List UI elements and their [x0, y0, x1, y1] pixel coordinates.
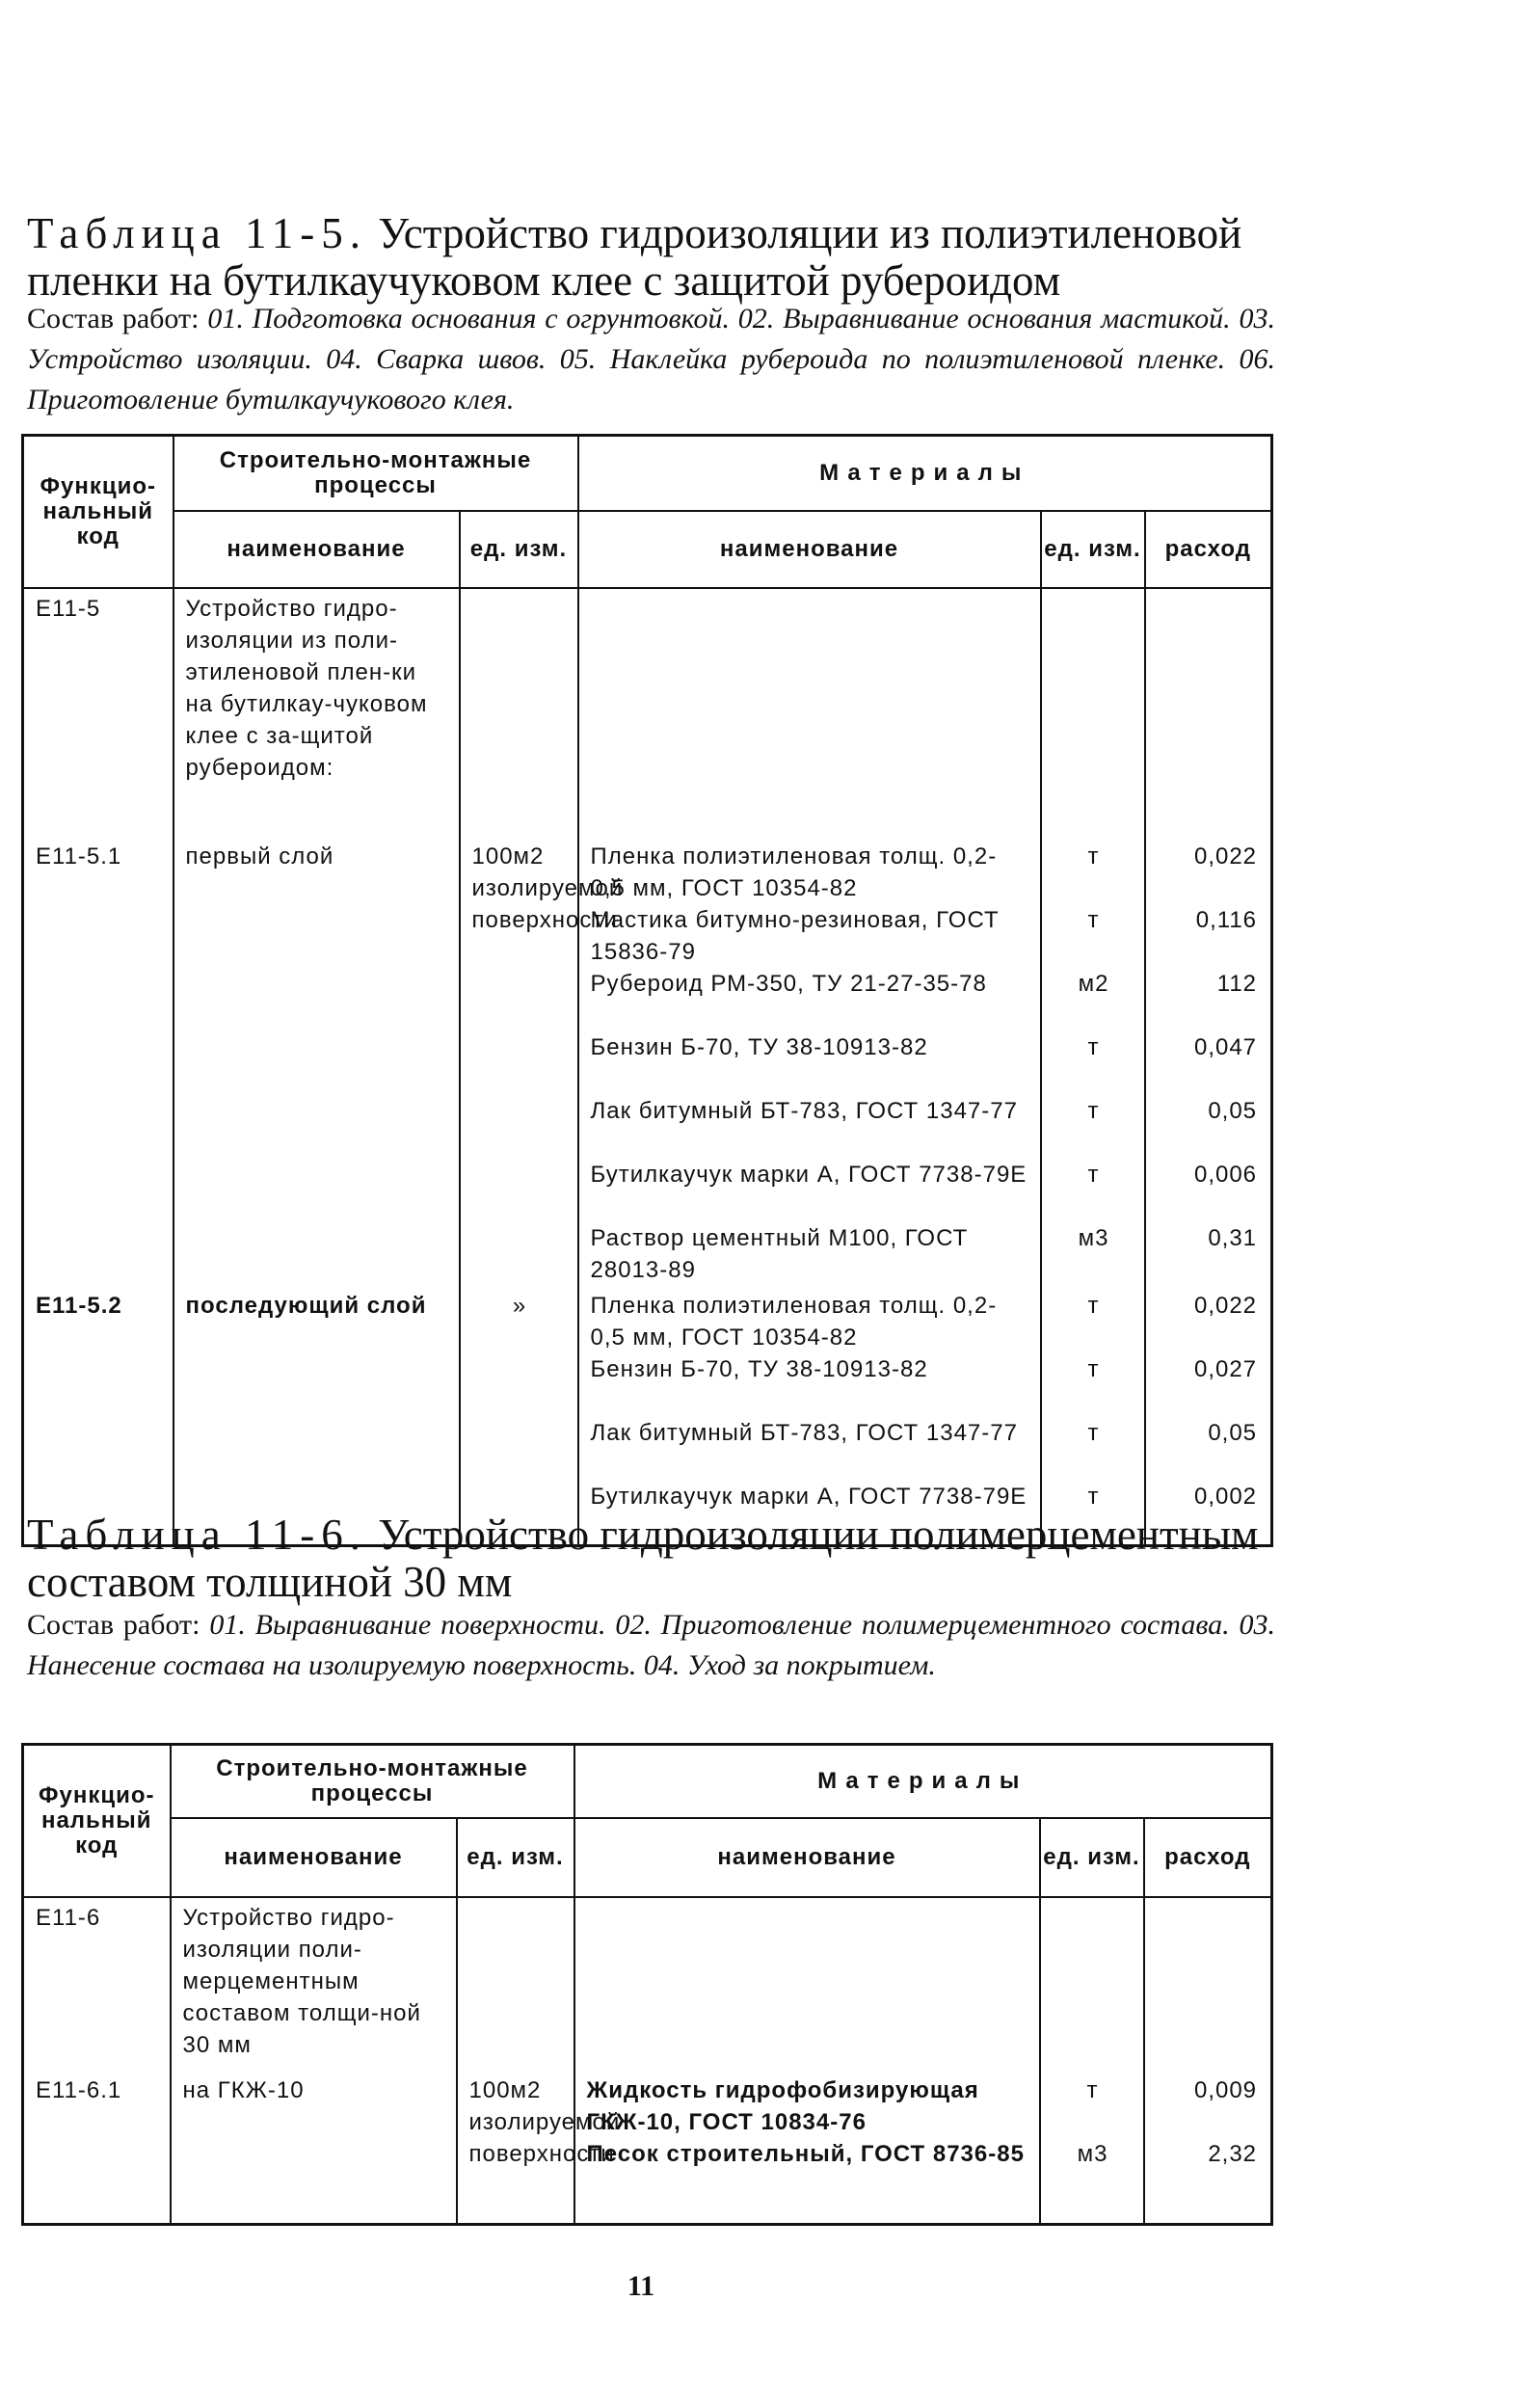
material-unit: т	[1087, 906, 1100, 933]
material-name: Рубероид РМ-350, ТУ 21-27-35-78	[590, 970, 987, 997]
table-row	[23, 1286, 1272, 1546]
table-11-6	[21, 1743, 1273, 2226]
material-name: Бутилкаучук марки А, ГОСТ 7738-79Е	[590, 1483, 1027, 1510]
material-unit: т	[1087, 1097, 1100, 1124]
row-unit: »	[512, 1292, 527, 1319]
table-row	[23, 1897, 1272, 2071]
material-value: 0,05	[1208, 1097, 1258, 1124]
material-unit: т	[1087, 1292, 1100, 1319]
row-name: первый слой	[185, 843, 334, 870]
header-process: Строительно-монтажные процессы	[171, 1745, 574, 1818]
header-unit: ед. изм.	[457, 1818, 574, 1897]
table-11-6-work-composition	[27, 1605, 1275, 1686]
header-name: наименование	[171, 1818, 457, 1897]
row-code: Е11-5.1	[36, 843, 122, 870]
material-names	[575, 2071, 1039, 2202]
row-code: Е11-5	[36, 595, 101, 622]
material-names	[579, 1286, 1040, 1544]
row-name: Устройство гидро-изоляции из поли-этиленовой плен-ки на бутилкау-чуковом клее с за-щитой рубероидом:	[185, 595, 428, 781]
table-11-5-title	[27, 210, 1280, 305]
material-unit: т	[1087, 1161, 1100, 1188]
material-value: 0,116	[1195, 906, 1258, 933]
page-number: 11	[627, 2270, 655, 2302]
material-name: Лак битумный БТ-783, ГОСТ 1347-77	[590, 1419, 1018, 1446]
row-name: на ГКЖ-10	[182, 2076, 305, 2103]
header-process: Строительно-монтажные процессы	[173, 436, 578, 511]
row-code: Е11-5.2	[36, 1292, 122, 1319]
material-value: 0,027	[1193, 1355, 1258, 1382]
material-value: 0,022	[1193, 1292, 1258, 1319]
material-values	[1146, 837, 1271, 1286]
material-name: Раствор цементный М100, ГОСТ 28013-89	[590, 1224, 969, 1283]
material-unit: т	[1087, 1355, 1100, 1382]
header-name: наименование	[173, 511, 460, 588]
material-name: Бензин Б-70, ТУ 38-10913-82	[590, 1033, 928, 1060]
header-material-name: наименование	[578, 511, 1041, 588]
material-name: Песок строительный, ГОСТ 8736-85	[586, 2140, 1025, 2167]
work-items: 01. Подготовка основания с огрунтовкой. 02. Выравнивание основания мастикой. 03. Устройство изоляции. 04. Сварка швов. 05. Наклейка рубероида по полиэтиленовой пленке. 06. Приготовление бутилкаучукового клея.	[27, 303, 1275, 415]
material-name: Пленка полиэтиленовая толщ. 0,2-0,5 мм, ГОСТ 10354-82	[590, 843, 998, 901]
row-name: Устройство гидро-изоляции поли-мерцементным составом толщи-ной 30 мм	[182, 1904, 421, 2058]
material-units	[1042, 1286, 1144, 1544]
material-value: 0,05	[1208, 1419, 1258, 1446]
header-unit: ед. изм.	[460, 511, 578, 588]
material-values	[1145, 2071, 1271, 2202]
work-lead: Состав работ:	[27, 1609, 200, 1641]
header-material-name: наименование	[574, 1818, 1040, 1897]
material-name: Лак битумный БТ-783, ГОСТ 1347-77	[590, 1097, 1018, 1124]
header-material-unit: ед. изм.	[1040, 1818, 1144, 1897]
material-units	[1042, 837, 1144, 1286]
material-unit: т	[1087, 1483, 1100, 1510]
material-names	[579, 837, 1040, 1286]
work-lead: Состав работ:	[27, 303, 200, 334]
header-consumption: расход	[1145, 511, 1272, 588]
material-unit: т	[1087, 843, 1100, 870]
material-value: 0,009	[1193, 2076, 1258, 2103]
table-11-5	[21, 434, 1273, 1547]
table-row	[23, 2071, 1272, 2225]
material-value: 0,31	[1208, 1224, 1258, 1251]
row-name: последующий слой	[185, 1292, 427, 1319]
material-unit: т	[1086, 2076, 1099, 2103]
material-value: 2,32	[1208, 2140, 1258, 2167]
work-items: 01. Выравнивание поверхности. 02. Приготовление полимерцементного состава. 03. Нанесение состава на изолируемую поверхность. 04. Уход за покрытием.	[27, 1609, 1275, 1681]
material-units	[1041, 2071, 1143, 2202]
material-unit: т	[1087, 1419, 1100, 1446]
material-value: 0,006	[1193, 1161, 1258, 1188]
material-name: Бутилкаучук марки А, ГОСТ 7738-79Е	[590, 1161, 1027, 1188]
row-code: Е11-6	[36, 1904, 101, 1931]
header-code: Функцио-нальный код	[23, 436, 173, 588]
material-name: Бензин Б-70, ТУ 38-10913-82	[590, 1355, 928, 1382]
table-caption: Устройство гидроизоляции из полиэтиленовой пленки на бутилкаучуковом клее с защитой рубероидом	[27, 209, 1242, 305]
material-name: Мастика битумно-резиновая, ГОСТ 15836-79	[590, 906, 1000, 965]
header-material-unit: ед. изм.	[1041, 511, 1145, 588]
material-unit: м2	[1078, 970, 1109, 997]
table-row	[23, 588, 1272, 837]
header-consumption: расход	[1144, 1818, 1272, 1897]
material-value: 0,047	[1193, 1033, 1258, 1060]
row-unit: 100м2 изолируемой поверхности	[471, 843, 624, 933]
header-materials: Материалы	[574, 1745, 1272, 1818]
material-values	[1146, 1286, 1271, 1544]
material-name: Жидкость гидрофобизирующая ГКЖ-10, ГОСТ 10834-76	[586, 2076, 979, 2135]
material-unit: т	[1087, 1033, 1100, 1060]
material-value: 112	[1216, 970, 1258, 997]
header-code: Функцио-нальный код	[23, 1745, 171, 1897]
material-value: 0,022	[1193, 843, 1258, 870]
table-row	[23, 837, 1272, 1286]
material-unit: м3	[1078, 1224, 1109, 1251]
table-11-5-work-composition	[27, 299, 1275, 420]
material-value: 0,002	[1193, 1483, 1258, 1510]
material-unit: м3	[1077, 2140, 1108, 2167]
table-label: Таблица 11-5.	[27, 209, 368, 257]
material-name: Пленка полиэтиленовая толщ. 0,2-0,5 мм, ГОСТ 10354-82	[590, 1292, 998, 1351]
table-11-6-title	[27, 1512, 1280, 1606]
row-unit: 100м2 изолируемой поверхности	[468, 2076, 621, 2167]
row-code: Е11-6.1	[36, 2076, 122, 2103]
header-materials: Материалы	[578, 436, 1272, 511]
table-label: Таблица 11-6.	[27, 1511, 368, 1559]
table-caption: Устройство гидроизоляции полимерцементным составом толщиной 30 мм	[27, 1511, 1259, 1606]
